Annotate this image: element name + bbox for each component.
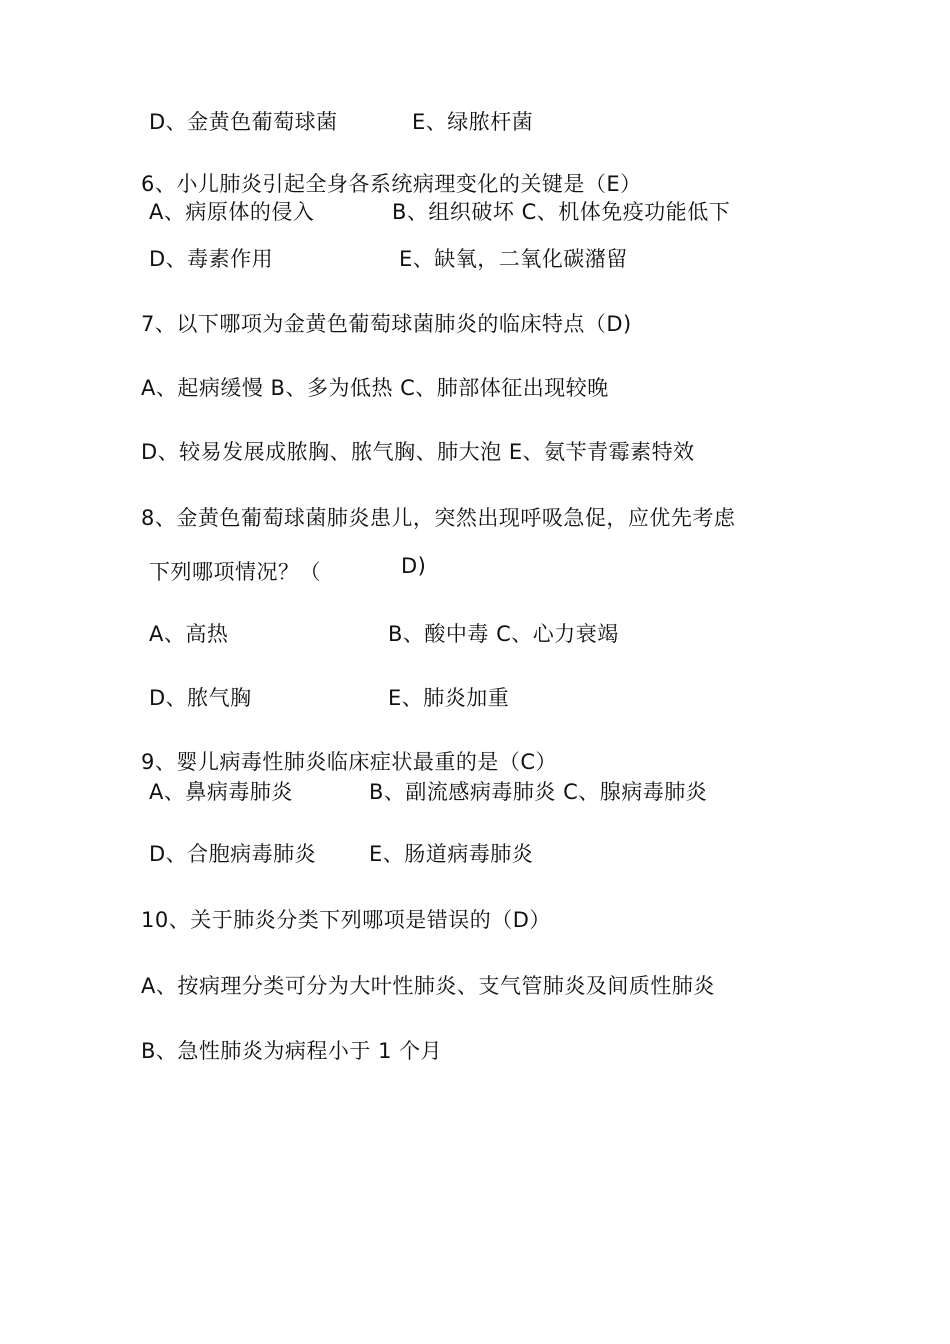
option-text: A、病原体的侵入 — [149, 200, 315, 224]
option-text: B、副流感病毒肺炎 C、腺病毒肺炎 — [369, 780, 708, 804]
option-text: A、起病缓慢 B、多为低热 C、肺部体征出现较晚 — [141, 376, 609, 400]
option-text: D、较易发展成脓胸、脓气胸、肺大泡 E、氨苄青霉素特效 — [141, 440, 695, 464]
option-text: D、金黄色葡萄球菌 — [149, 110, 338, 134]
option-text: B、组织破坏 C、机体免疫功能低下 — [392, 200, 731, 224]
option-text: D、合胞病毒肺炎 — [149, 842, 317, 866]
answer-text: D) — [401, 554, 427, 578]
option-text: A、按病理分类可分为大叶性肺炎、支气管肺炎及间质性肺炎 — [141, 974, 715, 998]
question-text: 8、金黄色葡萄球菌肺炎患儿，突然出现呼吸急促，应优先考虑 — [141, 506, 736, 530]
question-text: 9、婴儿病毒性肺炎临床症状最重的是（C） — [141, 750, 558, 774]
question-text: 下列哪项情况？（ — [149, 560, 321, 584]
option-text: B、酸中毒 C、心力衰竭 — [388, 622, 619, 646]
option-text: A、高热 — [149, 622, 229, 646]
option-text: D、毒素作用 — [149, 247, 274, 271]
question-text: 10、关于肺炎分类下列哪项是错误的（D） — [141, 908, 551, 932]
option-text: B、急性肺炎为病程小于 1 个月 — [141, 1039, 443, 1063]
option-text: E、缺氧，二氧化碳潴留 — [399, 247, 628, 271]
option-text: E、肠道病毒肺炎 — [369, 842, 534, 866]
option-text: E、绿脓杆菌 — [412, 110, 534, 134]
option-text: A、鼻病毒肺炎 — [149, 780, 293, 804]
question-text: 7、以下哪项为金黄色葡萄球菌肺炎的临床特点（D) — [141, 312, 632, 336]
option-text: E、肺炎加重 — [388, 686, 510, 710]
option-text: D、脓气胸 — [149, 686, 252, 710]
question-text: 6、小儿肺炎引起全身各系统病理变化的关键是（E） — [141, 172, 642, 196]
